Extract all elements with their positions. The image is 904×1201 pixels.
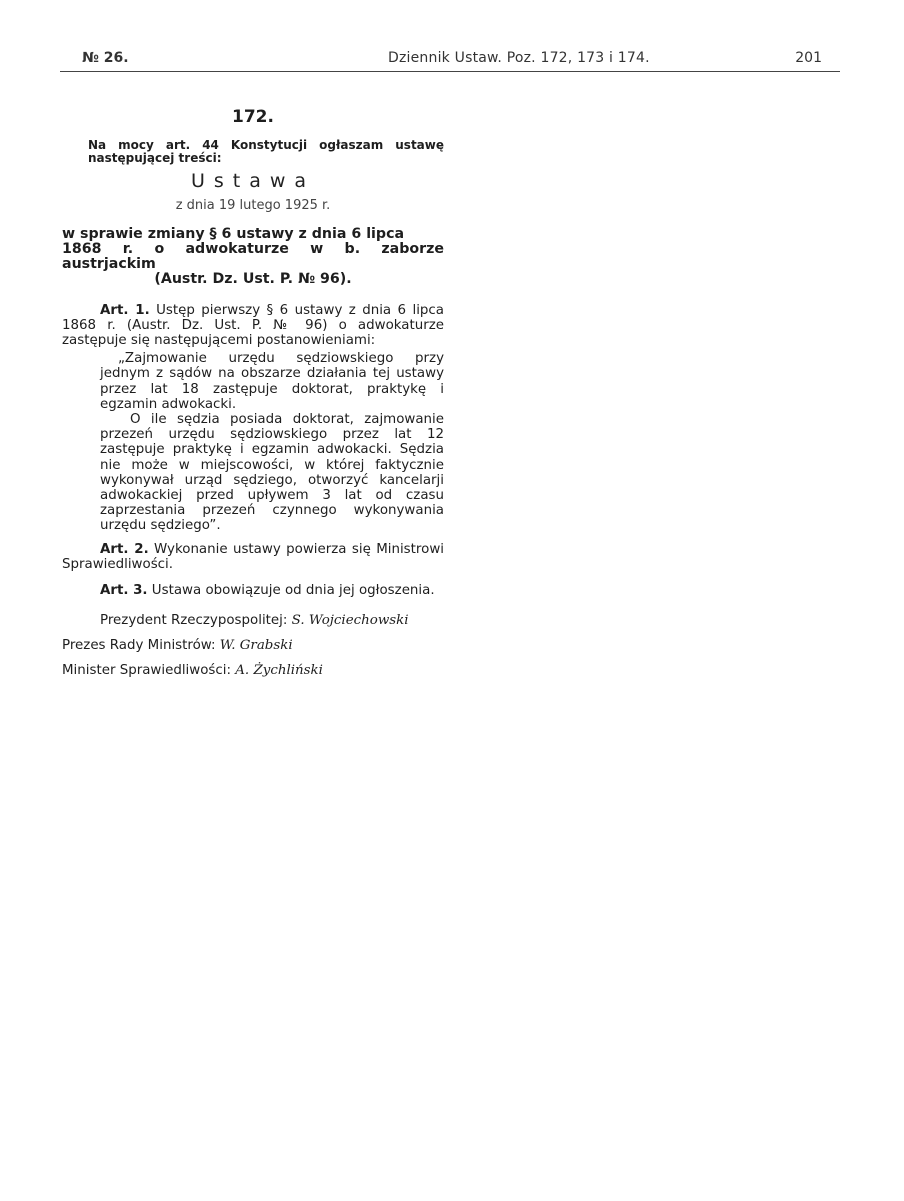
article-label: Art. 1.	[100, 302, 150, 318]
law-subject	[62, 227, 444, 287]
section-number: 172.	[232, 107, 274, 127]
signatory-name: W. Grabski	[219, 638, 293, 654]
law-title: Ustawa	[190, 170, 316, 193]
article-text: Ustawa obowiązuje od dnia jej ogłoszenia.	[151, 583, 435, 599]
article-label: Art. 3.	[100, 583, 148, 599]
signatory-name: S. Wojciechowski	[291, 613, 409, 629]
signature-line	[62, 658, 444, 683]
article-text: Wykonanie ustawy powierza się Ministrowi Sprawiedliwości.	[62, 541, 444, 572]
amended-provision	[62, 351, 444, 533]
issue-number: № 26.	[82, 50, 129, 66]
page-number: 201	[795, 50, 822, 66]
signatory-role: Minister Sprawiedliwości:	[62, 663, 231, 679]
article-label: Art. 2.	[100, 541, 149, 557]
promulgation-intro: Na mocy art. 44 Konstytucji ogłaszam ustawę następującej treści:	[88, 138, 444, 166]
journal-title: Dziennik Ustaw. Poz. 172, 173 i 174.	[388, 50, 650, 66]
signature-line	[62, 608, 444, 633]
law-column	[62, 100, 444, 683]
signatory-role: Prezes Rady Ministrów:	[62, 638, 216, 654]
signature-line	[62, 633, 444, 658]
quote-paragraph: „Zajmowanie urzędu sędziowskiego przy jednym z sądów na obszarze działania tej ustawy przez lat 18 zastępuje doktorat, praktykę i egzamin adwokacki.	[100, 351, 444, 412]
subject-line: (Austr. Dz. Ust. P. № 96).	[154, 270, 352, 287]
subject-line: 1868 r. o adwokaturze w b. zaborze austrjackim	[62, 240, 444, 272]
article-2	[62, 542, 444, 572]
header-rule	[60, 71, 840, 72]
signatory-role: Prezydent Rzeczypospolitej:	[100, 613, 288, 629]
signatures	[62, 608, 444, 683]
subject-line: w sprawie zmiany § 6 ustawy z dnia 6 lipca	[62, 225, 405, 242]
quote-paragraph: O ile sędzia posiada doktorat, zajmowanie przezeń urzędu sędziowskiego przez lat 12 zastępuje praktykę i egzamin adwokacki. Sędzia nie może w miejscowości, w której faktycznie wykonywał urząd sędziego, otworzyć kancelarji adwokackiej przed upływem 3 lat od czasu zaprzestania przezeń czynnego wykonywania urzędu sędziego”.	[100, 412, 444, 534]
article-3	[62, 583, 444, 598]
article-1	[62, 303, 444, 349]
signatory-name: A. Żychliński	[235, 663, 323, 679]
law-date: z dnia 19 lutego 1925 r.	[175, 198, 331, 214]
page-header	[60, 50, 840, 72]
article-text: Ustęp pierwszy § 6 ustawy z dnia 6 lipca 1868 r. (Austr. Dz. Ust. P. № 96) o adwokaturze zastępuje się następującemi postanowieniami:	[62, 302, 444, 349]
